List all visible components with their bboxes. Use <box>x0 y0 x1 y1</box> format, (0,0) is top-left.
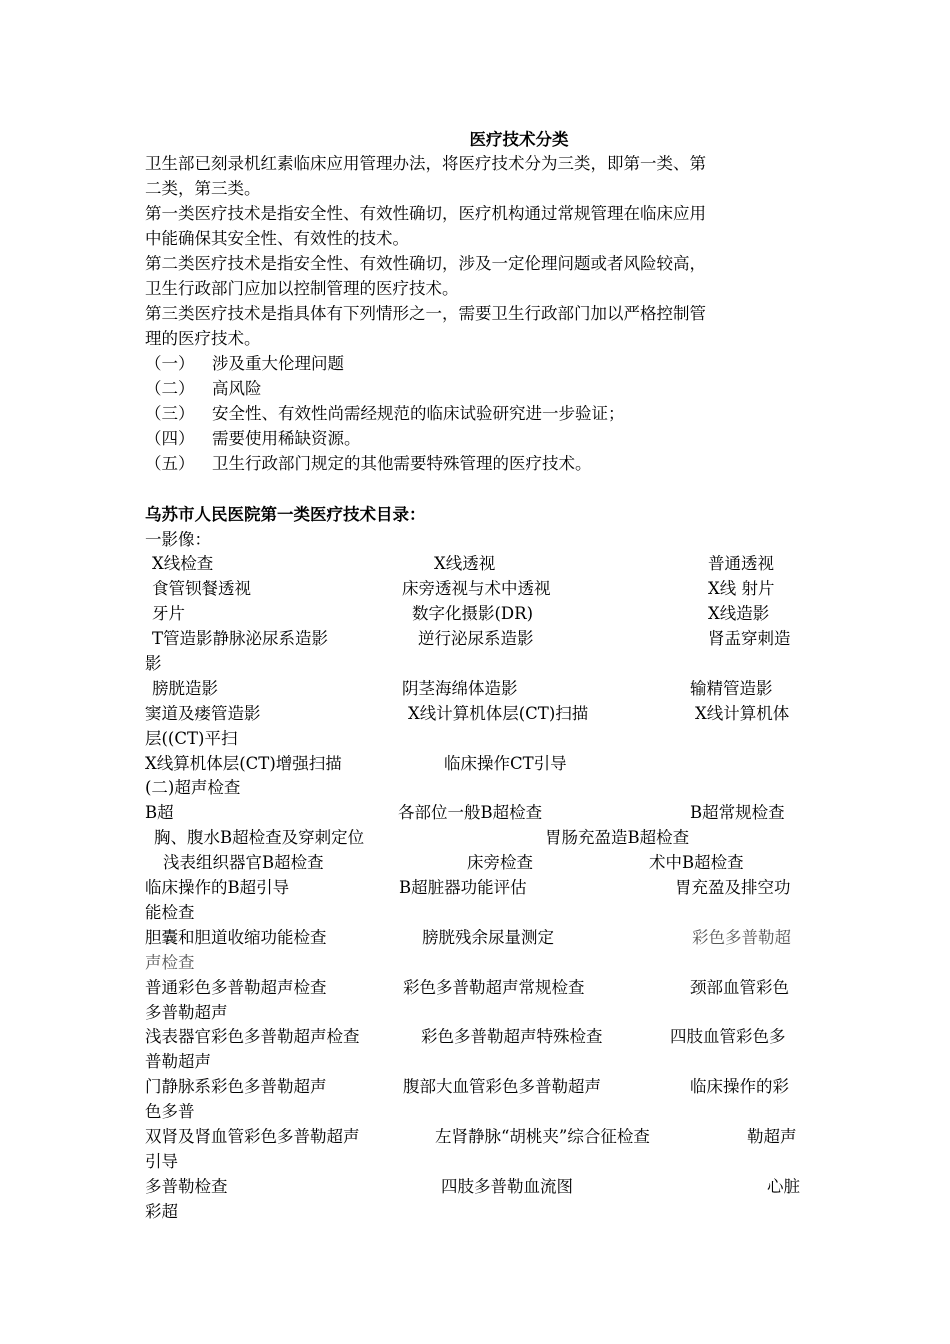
intro-line: 卫生行政部门应加以控制管理的医疗技术。 <box>145 279 459 298</box>
catalog-item: X线造影 <box>708 604 770 623</box>
catalog-item: B超脏器功能评估 <box>399 878 527 897</box>
catalog-item: 肾盂穿刺造 <box>708 629 791 648</box>
catalog-item-wrap: 影 <box>145 654 162 673</box>
catalog-item: X线 射片 <box>708 579 775 598</box>
condition-text: 卫生行政部门规定的其他需要特殊管理的医疗技术。 <box>212 454 592 473</box>
condition-number: （二） <box>145 379 195 398</box>
catalog-item: 临床操作的B超引导 <box>145 878 290 897</box>
catalog-item: B超 <box>145 803 174 822</box>
catalog-item-wrap: 色多普 <box>145 1102 195 1121</box>
condition-number: （五） <box>145 454 195 473</box>
intro-line: 中能确保其安全性、有效性的技术。 <box>145 229 409 248</box>
condition-number: （一） <box>145 354 195 373</box>
catalog-item: 膀胱造影 <box>152 679 218 698</box>
intro-line: 卫生部已刻录机红素临床应用管理办法，将医疗技术分为三类，即第一类、第 <box>145 154 706 173</box>
intro-line: 二类，第三类。 <box>145 179 261 198</box>
catalog-item: 四肢多普勒血流图 <box>441 1177 573 1196</box>
catalog-item-wrap: 普勒超声 <box>145 1052 211 1071</box>
intro-line: 第一类医疗技术是指安全性、有效性确切，医疗机构通过常规管理在临床应用 <box>145 204 706 223</box>
condition-text: 高风险 <box>212 379 262 398</box>
catalog-item: 彩色多普勒超 <box>692 928 791 947</box>
catalog-item: 食管钡餐透视 <box>152 579 251 598</box>
catalog-item: X线计算机体层(CT)扫描 <box>408 704 589 723</box>
catalog-item: 数字化摄影(DR) <box>412 604 534 623</box>
catalog-item: 逆行泌尿系造影 <box>418 629 534 648</box>
catalog-item: 左肾静脉“胡桃夹”综合征检查 <box>435 1127 650 1146</box>
catalog-item: 胆囊和胆道收缩功能检查 <box>145 928 327 947</box>
catalog-item: X线透视 <box>434 554 496 573</box>
catalog-item: 心脏 <box>767 1177 800 1196</box>
section-heading: 一影像： <box>145 530 211 549</box>
catalog-item: X线计算机体 <box>695 704 790 723</box>
catalog-item: 牙片 <box>152 604 185 623</box>
intro-line: 第三类医疗技术是指具体有下列情形之一，需要卫生行政部门加以严格控制管 <box>145 304 706 323</box>
catalog-item-wrap: 引导 <box>145 1152 178 1171</box>
catalog-item: T管造影静脉泌尿系造影 <box>152 629 329 648</box>
catalog-item: 浅表组织器官B超检查 <box>163 853 324 872</box>
catalog-item: 窦道及瘘管造影 <box>145 704 261 723</box>
catalog-item: 胃肠充盈造B超检查 <box>545 828 690 847</box>
catalog-item: 腹部大血管彩色多普勒超声 <box>403 1077 601 1096</box>
catalog-heading: 乌苏市人民医院第一类医疗技术目录： <box>145 505 426 524</box>
catalog-item-wrap: 层((CT)平扫 <box>145 729 238 748</box>
catalog-item-wrap: 声检查 <box>145 953 195 972</box>
catalog-item: 胃充盈及排空功 <box>675 878 791 897</box>
condition-text: 安全性、有效性尚需经规范的临床试验研究进一步验证； <box>212 404 625 423</box>
condition-number: （三） <box>145 404 195 423</box>
condition-number: （四） <box>145 429 195 448</box>
catalog-item: X线检查 <box>152 554 214 573</box>
catalog-item: 彩色多普勒超声常规检查 <box>403 978 585 997</box>
catalog-item: 临床操作的彩 <box>690 1077 789 1096</box>
section-heading: (二)超声检查 <box>145 778 241 797</box>
condition-text: 需要使用稀缺资源。 <box>212 429 361 448</box>
catalog-item: 双肾及肾血管彩色多普勒超声 <box>145 1127 360 1146</box>
catalog-item: 彩色多普勒超声特殊检查 <box>421 1027 603 1046</box>
catalog-item: 勒超声 <box>747 1127 797 1146</box>
catalog-item: 临床操作CT引导 <box>444 754 567 773</box>
catalog-item: 术中B超检查 <box>649 853 744 872</box>
catalog-item-wrap: 彩超 <box>145 1202 178 1221</box>
catalog-item: 床旁检查 <box>467 853 533 872</box>
catalog-item: 各部位一般B超检查 <box>398 803 543 822</box>
document-title: 医疗技术分类 <box>469 130 569 149</box>
catalog-item: 普通透视 <box>708 554 774 573</box>
catalog-item: 四肢血管彩色多 <box>670 1027 786 1046</box>
intro-line: 理的医疗技术。 <box>145 329 261 348</box>
catalog-item: 多普勒检查 <box>145 1177 228 1196</box>
catalog-item: 浅表器官彩色多普勒超声检查 <box>145 1027 360 1046</box>
catalog-item: 输精管造影 <box>690 679 773 698</box>
catalog-item: 颈部血管彩色 <box>690 978 789 997</box>
catalog-item: B超常规检查 <box>690 803 785 822</box>
catalog-item-wrap: 能检查 <box>145 903 195 922</box>
intro-line: 第二类医疗技术是指安全性、有效性确切，涉及一定伦理问题或者风险较高， <box>145 254 706 273</box>
catalog-item: 床旁透视与术中透视 <box>402 579 551 598</box>
catalog-item: 普通彩色多普勒超声检查 <box>145 978 327 997</box>
condition-text: 涉及重大伦理问题 <box>212 354 344 373</box>
catalog-item: X线算机体层(CT)增强扫描 <box>145 754 342 773</box>
catalog-item-wrap: 多普勒超声 <box>145 1003 228 1022</box>
catalog-item: 阴茎海绵体造影 <box>402 679 518 698</box>
catalog-item: 膀胱残余尿量测定 <box>422 928 554 947</box>
catalog-item: 门静脉系彩色多普勒超声 <box>145 1077 327 1096</box>
catalog-item: 胸、腹水B超检查及穿刺定位 <box>154 828 365 847</box>
